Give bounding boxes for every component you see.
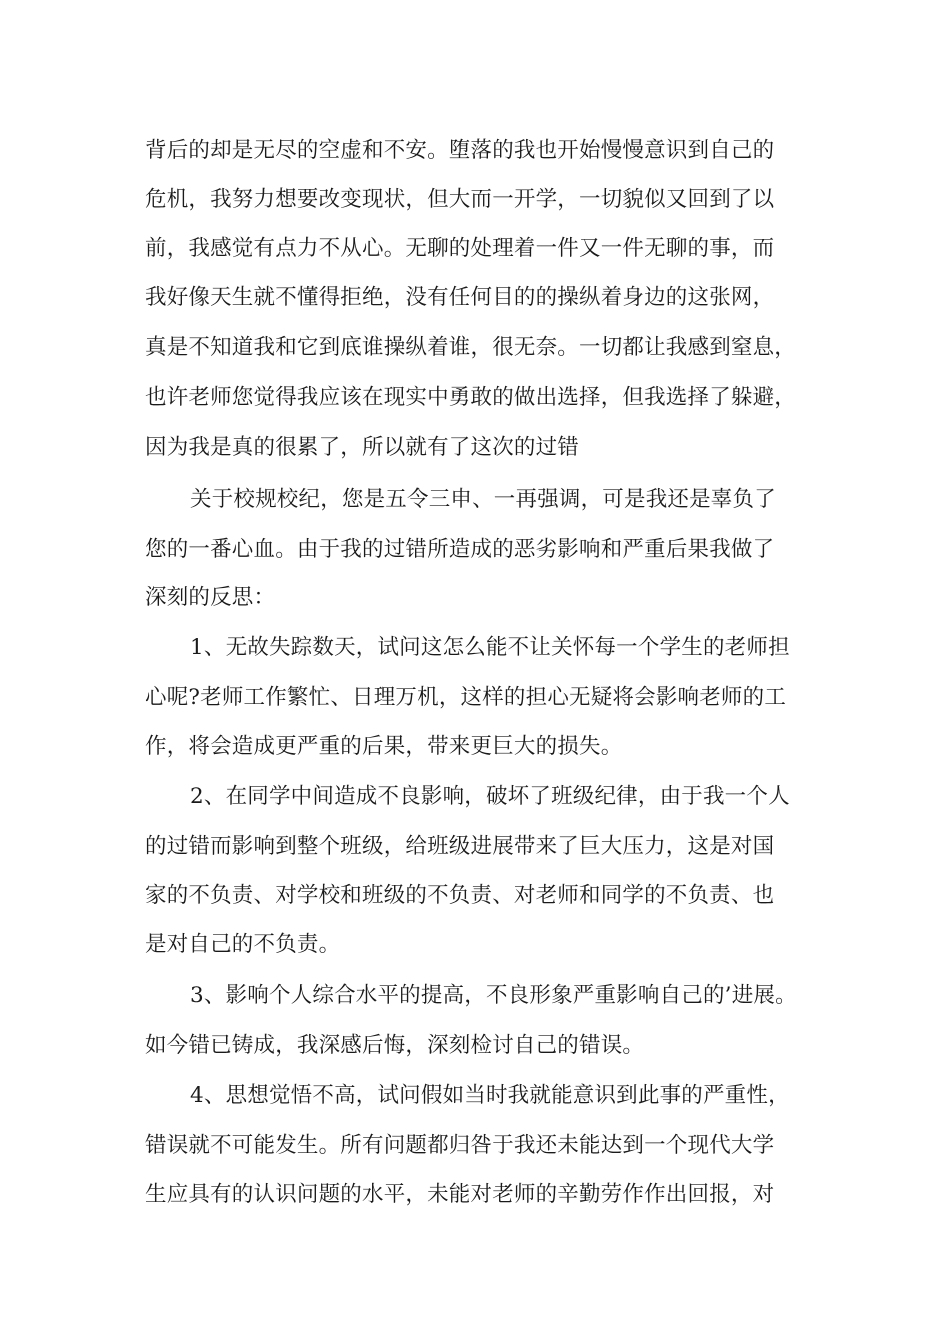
text-line: 生应具有的认识问题的水平，未能对老师的辛勤劳作作出回报，对 xyxy=(145,1182,775,1207)
text-line: 心呢?老师工作繁忙、日理万机，这样的担心无疑将会影响老师的工 xyxy=(145,685,787,710)
list-item-4-first-line: 4、思想觉悟不高，试问假如当时我就能意识到此事的严重性， xyxy=(190,1083,790,1108)
text-line: 的过错而影响到整个班级，给班级进展带来了巨大压力，这是对国 xyxy=(145,834,775,859)
text-line: 前，我感觉有点力不从心。无聊的处理着一件又一件无聊的事，而 xyxy=(145,236,775,261)
text-line: 家的不负责、对学校和班级的不负责、对老师和同学的不负责、也 xyxy=(145,883,775,908)
text-line: 错误就不可能发生。所有问题都归咎于我还未能达到一个现代大学 xyxy=(145,1133,775,1158)
text-line: 如今错已铸成，我深感后悔，深刻检讨自己的错误。 xyxy=(145,1033,645,1058)
text-line: 我好像天生就不懂得拒绝，没有任何目的的操纵着身边的这张网， xyxy=(145,285,775,310)
paragraph-first-line: 关于校规校纪，您是五令三申、一再强调，可是我还是辜负了 xyxy=(190,487,776,512)
text-line: 背后的却是无尽的空虚和不安。堕落的我也开始慢慢意识到自己的 xyxy=(145,138,775,163)
text-line: 因为我是真的很累了，所以就有了这次的过错 xyxy=(145,435,580,460)
text-line: 也许老师您觉得我应该在现实中勇敢的做出选择，但我选择了躲避， xyxy=(145,385,797,410)
list-item-1-first-line: 1、无故失踪数天，试问这怎么能不让关怀每一个学生的老师担 xyxy=(190,635,790,660)
text-line: 作，将会造成更严重的后果，带来更巨大的损失。 xyxy=(145,734,623,759)
text-line: 深刻的反思： xyxy=(145,585,276,610)
text-line: 真是不知道我和它到底谁操纵着谁，很无奈。一切都让我感到窒息， xyxy=(145,335,797,360)
text-line: 您的一番心血。由于我的过错所造成的恶劣影响和严重后果我做了 xyxy=(145,537,775,562)
text-line: 是对自己的不负责。 xyxy=(145,932,341,957)
text-line: 危机，我努力想要改变现状，但大而一开学，一切貌似又回到了以 xyxy=(145,187,775,212)
list-item-3-first-line: 3、影响个人综合水平的提高，不良形象严重影响自己的’进展。 xyxy=(190,983,797,1008)
list-item-2-first-line: 2、在同学中间造成不良影响，破坏了班级纪律，由于我一个人 xyxy=(190,784,790,809)
